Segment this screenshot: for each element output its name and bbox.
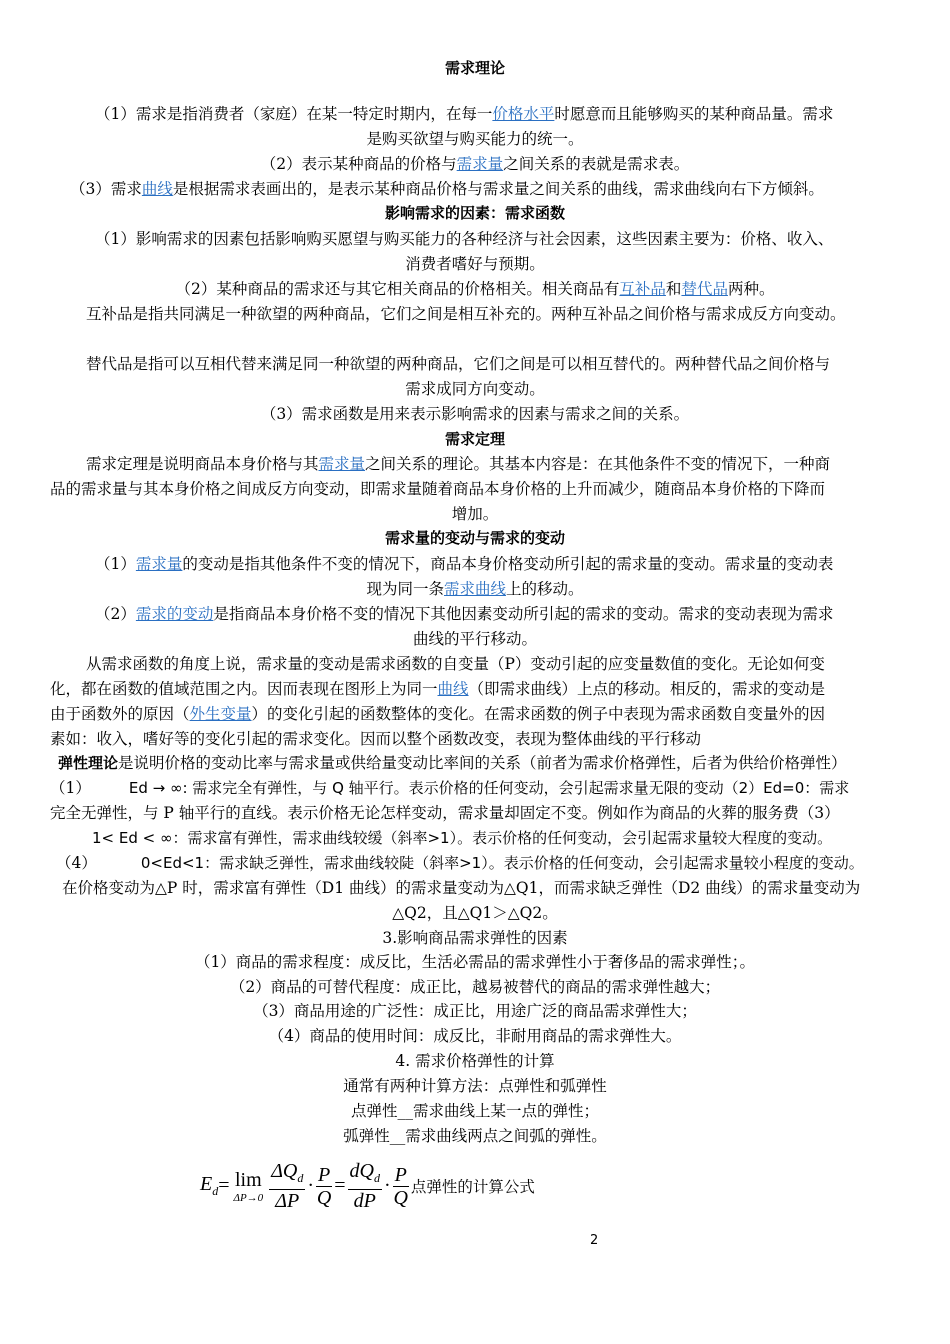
link-substitutes[interactable]: 替代品 [681, 280, 728, 298]
list-item: 通常有两种计算方法：点弹性和弧弹性 [343, 1077, 607, 1095]
link-quantity-demanded[interactable]: 需求量 [135, 555, 183, 573]
paragraph-line: 现为同一条需求曲线上的移动。 [366, 580, 584, 598]
paragraph-line: 完全无弹性，与 P 轴平行的直线。表示价格无论怎样变动，需求量却固定不变。例如作为商品的火葬的服务费（3） [50, 804, 840, 822]
link-exogenous-variable[interactable]: 外生变量 [189, 705, 252, 723]
heading-demand-factors: 影响需求的因素：需求函数 [384, 204, 565, 222]
paragraph-line: 曲线的平行移动。 [412, 630, 537, 648]
section-heading-calculation: 4. 需求价格弹性的计算 [395, 1052, 555, 1070]
paragraph-change-demand: （2）需求的变动是指商品本身价格不变的情况下其他因素变动所引起的需求的变动。需求的变动表现为需求 [95, 605, 834, 623]
link-curve[interactable]: 曲线 [437, 680, 469, 698]
paragraph-line: （4） 0<Ed<1：需求缺乏弹性，需求曲线较陡（斜率>1）。表示价格的任何变动，会引起需求量较小程度的变动。 [56, 854, 864, 872]
paragraph-line: 化，都在函数的值域范围之内。因而表现在图形上为同一曲线（即需求曲线）上点的移动。相反的，需求的变动是 [50, 680, 826, 698]
paragraph-line: 素如：收入，嗜好等的变化引起的需求变化。因而以整个函数改变，表现为整体曲线的平行移动 [50, 730, 702, 748]
paragraph-line: 增加。 [451, 505, 499, 523]
paragraph-line: 由于函数外的原因（外生变量）的变化引起的函数整体的变化。在需求函数的例子中表现为需求函数自变量外的因 [50, 705, 826, 723]
term-elasticity-theory: 弹性理论 [58, 754, 119, 772]
fraction: $\frac{\Delta Q_d}{\Delta P}$ [271, 1160, 304, 1212]
paragraph-line: △Q2，且△Q1＞△Q2。 [392, 904, 558, 922]
list-item: （2）商品的可替代程度：成正比，越易被替代的商品的需求弹性越大； [229, 978, 721, 996]
paragraph-complements: 互补品是指共同满足一种欲望的两种商品，它们之间是相互补充的。两种互补品之间价格与需求成反方向变动。 [86, 305, 846, 323]
page-number: 2 [590, 1233, 599, 1248]
link-quantity-demanded[interactable]: 需求量 [318, 455, 366, 473]
link-change-in-demand[interactable]: 需求的变动 [135, 605, 214, 623]
paragraph-line: 品的需求量与其本身价格之间成反方向变动，即需求量随着商品本身价格的上升而减少，随商品本身价格的下降而 [50, 480, 826, 498]
paragraph-line: 在价格变动为△P 时，需求富有弹性（D1 曲线）的需求量变动为△Q1，而需求缺乏弹性（D2 曲线）的需求量变动为 [62, 879, 861, 897]
paragraph-line: 消费者嗜好与预期。 [405, 255, 545, 273]
list-item: 弧弹性__需求曲线两点之间弧的弹性。 [343, 1127, 607, 1145]
list-item: （3）商品用途的广泛性：成正比，用途广泛的商品需求弹性大； [253, 1002, 697, 1020]
paragraph-line: 需求成同方向变动。 [405, 380, 545, 398]
paragraph-demand-schedule: （2）表示某种商品的价格与需求量之间关系的表就是需求表。 [260, 155, 690, 173]
link-complements[interactable]: 互补品 [619, 280, 666, 298]
point-elasticity-formula: $E_d= \lim$ ΔP→0 $\frac{\Delta Q_d}{\Delta P}$ · $\frac{P}{Q}$ = $\frac{dQ_d}{dP}$ · $\frac{P}{Q}$ 点弹性的计算公式 [200, 1160, 535, 1212]
paragraph-related-goods: （2）某种商品的需求还与其它相关商品的价格相关。相关商品有互补品和替代品两种。 [175, 280, 775, 298]
paragraph-line: （1） Ed → ∞: 需求完全有弹性，与 Q 轴平行。表示价格的任何变动，会引起需求量无限的变动（2）Ed=0：需求 [50, 779, 850, 797]
paragraph-elasticity: 弹性理论是说明价格的变动比率与需求量或供给量变动比率间的关系（前者为需求价格弹性，后者为供给价格弹性） [58, 754, 847, 772]
heading-change-in-demand: 需求量的变动与需求的变动 [384, 529, 565, 547]
limit-operator: lim ΔP→0 [233, 1168, 264, 1204]
fraction: $\frac{dQ_d}{dP}$ [349, 1160, 380, 1212]
list-item: 点弹性__需求曲线上某一点的弹性； [350, 1102, 599, 1120]
section-heading-factors: 3.影响商品需求弹性的因素 [382, 929, 568, 947]
paragraph-law: 需求定理是说明商品本身价格与其需求量之间关系的理论。其基本内容是：在其他条件不变的情况下，一种商 [86, 455, 831, 473]
fraction: $\frac{P}{Q}$ [393, 1163, 408, 1209]
paragraph-function-view: 从需求函数的角度上说，需求量的变动是需求函数的自变量（P）变动引起的应变量数值的变化。无论如何变 [86, 655, 825, 673]
fraction: $\frac{P}{Q}$ [316, 1163, 332, 1209]
link-price-level[interactable]: 价格水平 [492, 105, 555, 123]
list-item: （4）商品的使用时间：成反比，非耐用商品的需求弹性大。 [268, 1027, 682, 1045]
paragraph-line: 是购买欲望与购买能力的统一。 [366, 130, 584, 148]
paragraph-demand-curve: （3）需求曲线是根据需求表画出的，是表示某种商品价格与需求量之间关系的曲线，需求曲线向右下方倾斜。 [70, 180, 824, 198]
heading-law-of-demand: 需求定理 [444, 430, 505, 448]
paragraph-factors: （1）影响需求的因素包括影响购买愿望与购买能力的各种经济与社会因素，这些因素主要为：价格、收入、 [95, 230, 834, 248]
page-title: 需求理论 [444, 59, 505, 77]
paragraph-demand-function: （3）需求函数是用来表示影响需求的因素与需求之间的关系。 [260, 405, 690, 423]
list-item: （1）商品的需求程度：成反比，生活必需品的需求弹性小于奢侈品的需求弹性；。 [194, 953, 756, 971]
paragraph-change-quantity: （1）需求量的变动是指其他条件不变的情况下，商品本身价格变动所引起的需求量的变动。需求量的变动表 [95, 555, 834, 573]
link-demand-curve[interactable]: 需求曲线 [443, 580, 506, 598]
paragraph-demand-definition: （1）需求是指消费者（家庭）在某一特定时期内，在每一价格水平时愿意而且能够购买的某种商品量。需求 [95, 105, 834, 123]
link-quantity-demanded[interactable]: 需求量 [456, 155, 504, 173]
paragraph-line: 1< Ed < ∞：需求富有弹性，需求曲线较缓（斜率>1）。表示价格的任何变动，会引起需求量较大程度的变动。 [92, 829, 833, 847]
link-curve[interactable]: 曲线 [141, 180, 173, 198]
paragraph-substitutes: 替代品是指可以互相代替来满足同一种欲望的两种商品，它们之间是可以相互替代的。两种替代品之间价格与 [86, 355, 831, 373]
formula-caption: 点弹性的计算公式 [410, 1178, 535, 1196]
